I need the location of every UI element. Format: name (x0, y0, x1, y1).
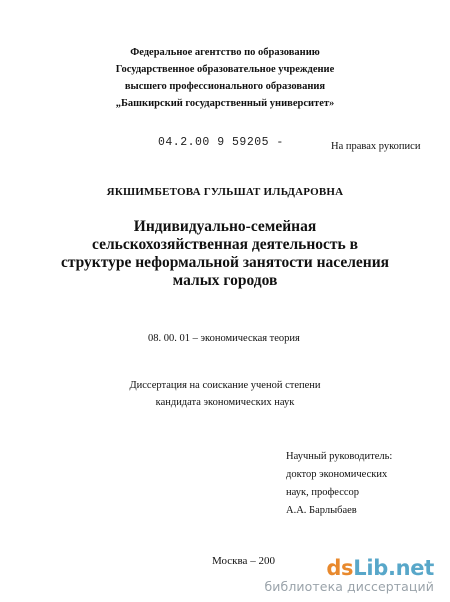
title-line-2: сельскохозяйственная деятельность в (92, 236, 358, 253)
specialty-code: 08. 00. 01 – экономическая теория (148, 333, 300, 344)
watermark-subtitle: библиотека диссертаций (264, 579, 434, 594)
city-year: Москва – 200 (212, 555, 275, 567)
watermark-logo-lib: Lib.net (353, 556, 434, 580)
watermark (265, 557, 435, 594)
archive-stamp-number: 04.2.00 9 59205 - (158, 136, 284, 149)
author-name: ЯКШИМБЕТОВА ГУЛЬШАТ ИЛЬДАРОВНА (106, 186, 344, 198)
watermark-logo-ds: ds (326, 556, 354, 580)
institution-line-2: Государственное образовательное учреждение (115, 64, 335, 75)
title-line-1: Индивидуально-семейная (133, 218, 317, 235)
watermark-logo (265, 557, 435, 579)
institution-line-3: высшего профессионального образования (124, 81, 326, 92)
title-line-3: структуре неформальной занятости населения (60, 254, 390, 271)
supervisor-line-1: Научный руководитель: (286, 451, 393, 462)
supervisor-line-4: А.А. Барлыбаев (286, 505, 357, 516)
supervisor-line-2: доктор экономических (286, 469, 388, 480)
rights-note: На правах рукописи (331, 141, 421, 152)
title-line-4: малых городов (172, 272, 278, 289)
dissertation-line-2: кандидата экономических наук (155, 397, 295, 408)
supervisor-line-3: наук, профессор (286, 487, 360, 498)
institution-line-1: Федеральное агентство по образованию (130, 47, 320, 58)
institution-line-4: „Башкирский государственный университет» (115, 98, 335, 109)
dissertation-line-1: Диссертация на соискание ученой степени (129, 380, 321, 391)
